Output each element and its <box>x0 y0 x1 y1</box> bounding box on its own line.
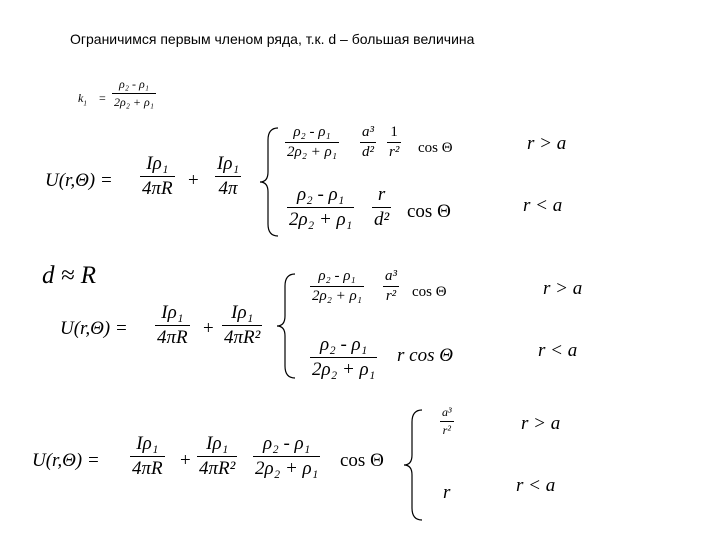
case2-value: r <box>443 482 451 503</box>
case2-cos: cos Θ <box>407 201 451 222</box>
k1-equals: = <box>99 91 106 105</box>
term1-fraction: $\frac{\text{Iρ₁}}{4\pi R}$ <box>132 433 163 479</box>
term2-fraction: $\frac{\text{Iρ₁}}{\text{4πR²}}$ <box>199 433 236 479</box>
term3-fraction: $\frac{\text{ρ₂ - ρ₁}}{\text{2ρ₂ + ρ₁}}$ <box>255 433 319 479</box>
case2-condition: r < a <box>516 475 556 496</box>
k1-fraction: $\frac{\text{ρ₂ - ρ₁}}{\text{2ρ₂ + ρ₁}}$ <box>114 77 154 109</box>
case1-condition: r > a <box>521 413 561 434</box>
case1-fraction: $\frac{\text{a³}}{\text{r²}}$ <box>442 405 452 437</box>
term2-fraction: $\frac{\text{Iρ₁}}{4\pi}$ <box>217 153 240 199</box>
case2-condition: r < a <box>523 195 563 216</box>
u-lhs: U(r,Θ) = <box>32 450 100 471</box>
case2-condition: r < a <box>538 340 578 361</box>
case1-coef-fraction: $\frac{\text{ρ₂ - ρ₁}}{\text{2ρ₂ + ρ₁}}$ <box>312 268 362 304</box>
case-brace <box>275 272 299 380</box>
case2-tail: r cos Θ <box>397 345 453 366</box>
case2-coef-fraction: $\frac{\text{ρ₂ - ρ₁}}{\text{2ρ₂ + ρ₁}}$ <box>312 334 376 380</box>
term2-fraction: $\frac{\text{Iρ₁}}{\text{4πR²}}$ <box>224 302 261 348</box>
plus-sign: + <box>188 170 199 191</box>
case1-a-fraction: $\frac{\text{a³}}{\text{r²}}$ <box>385 268 397 304</box>
case-brace <box>402 408 426 522</box>
case1-r-fraction: $\frac{1}{\text{r²}}$ <box>389 124 400 160</box>
approximation: d ≈ R <box>42 262 96 289</box>
case1-cos: cos Θ <box>418 140 453 156</box>
k1-symbol: $k_1$ <box>78 91 87 108</box>
case1-coef-fraction: $\frac{\text{ρ₂ - ρ₁}}{\text{2ρ₂ + ρ₁}}$ <box>287 124 337 160</box>
term1-fraction: $\frac{\text{Iρ₁}}{4\pi R}$ <box>142 153 173 199</box>
term1-fraction: $\frac{\text{Iρ₁}}{4\pi R}$ <box>157 302 188 348</box>
plus-sign: + <box>203 318 214 339</box>
case1-cos: cos Θ <box>412 284 447 300</box>
case1-condition: r > a <box>527 133 567 154</box>
case-brace <box>258 126 282 238</box>
case2-r-fraction: $\frac{r}{\text{d²}}$ <box>374 184 390 230</box>
u-lhs: U(r,Θ) = <box>45 170 113 191</box>
plus-sign: + <box>180 450 191 471</box>
u-lhs: U(r,Θ) = <box>60 318 128 339</box>
slide-title: Ограничимся первым членом ряда, т.к. d – большая величина <box>70 31 475 47</box>
cos-factor: cos Θ <box>340 450 384 471</box>
case1-a-fraction: $\frac{\text{a³}}{\text{d²}}$ <box>362 124 374 160</box>
case1-condition: r > a <box>543 278 583 299</box>
case2-coef-fraction: $\frac{\text{ρ₂ - ρ₁}}{\text{2ρ₂ + ρ₁}}$ <box>289 184 353 230</box>
